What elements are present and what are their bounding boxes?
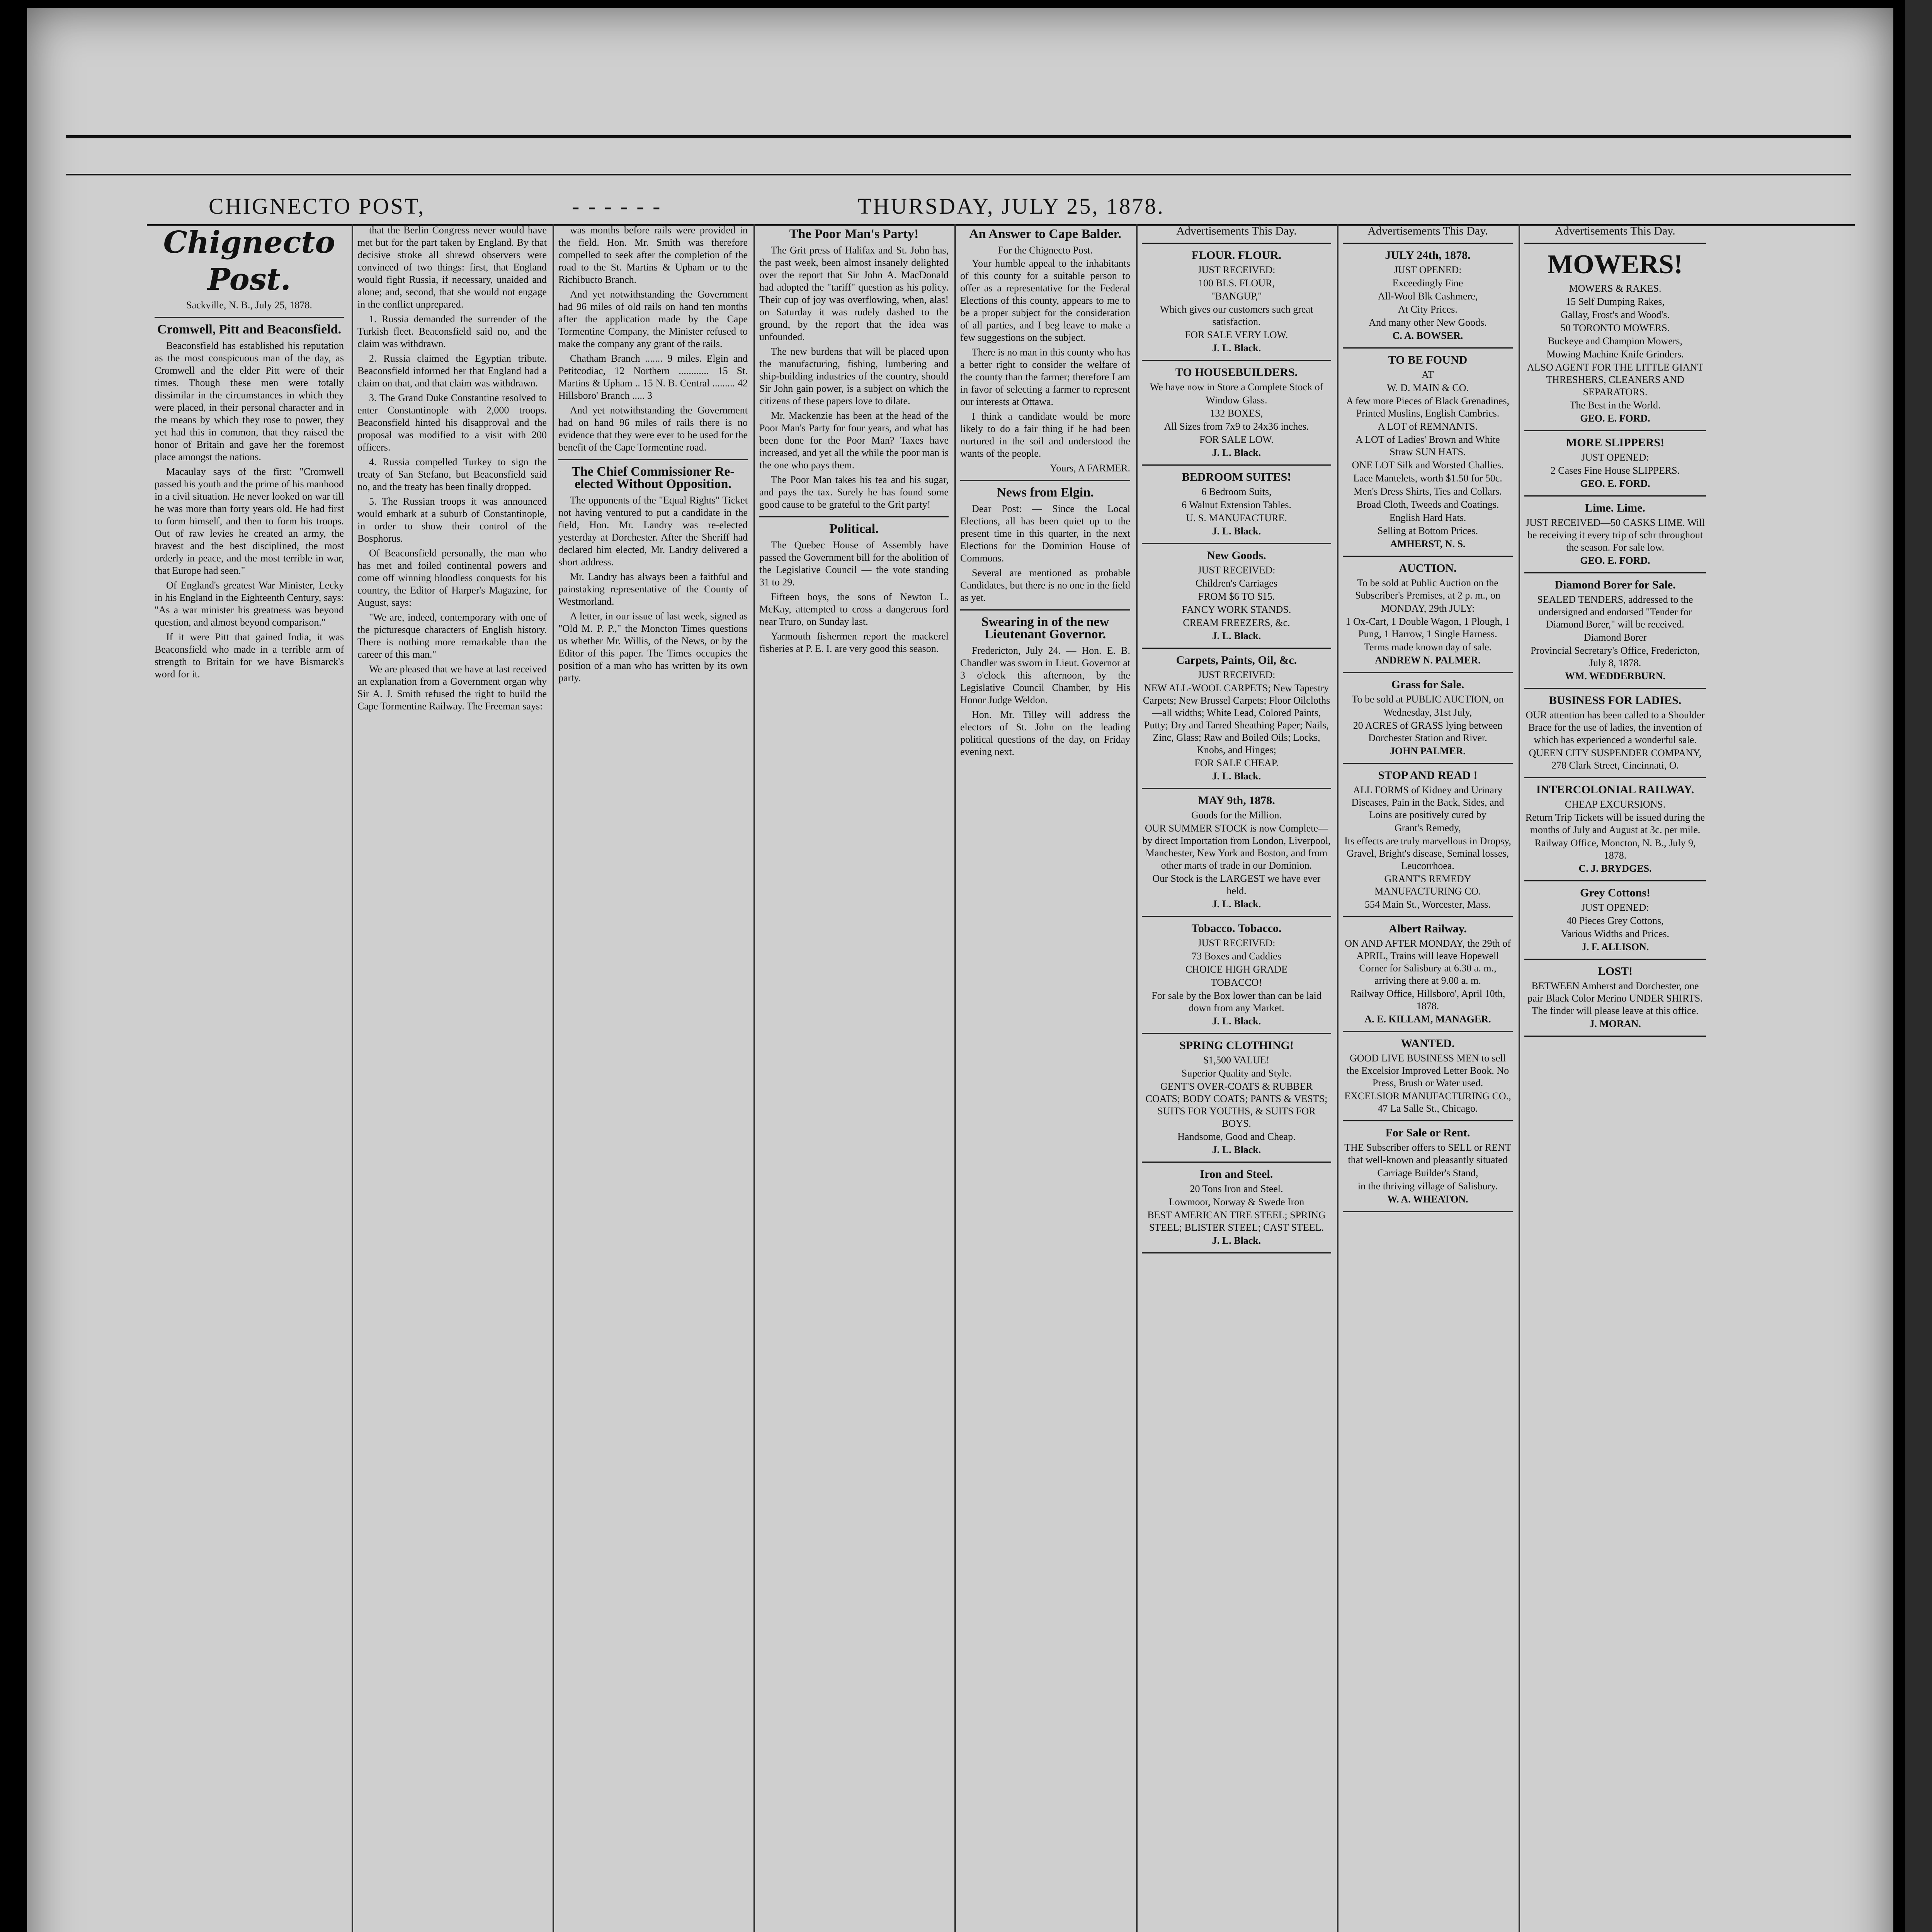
advertisement xyxy=(1142,1168,1331,1253)
advertisement xyxy=(1142,549,1331,649)
divider xyxy=(960,480,1130,481)
ad-signature: C. J. BRYDGES. xyxy=(1578,863,1652,874)
article-paragraph: 5. The Russian troops it was announced would embark at a suburb of Constantinople, in order to show their control of the Bosphorus. xyxy=(357,496,547,544)
ad-line: A LOT of REMNANTS. xyxy=(1378,421,1478,432)
advertisement xyxy=(1343,562,1513,673)
ad-line: Its effects are truly marvellous in Dropsy, Gravel, Bright's disease, Seminal losses, Leucorrhoea. xyxy=(1344,835,1511,871)
ad-line: All-Wool Blk Cashmere, xyxy=(1378,291,1478,302)
divider xyxy=(1142,916,1331,917)
ads-header: Advertisements This Day. xyxy=(1555,224,1675,237)
ad-line: Broad Cloth, Tweeds and Coatings. xyxy=(1356,499,1499,510)
byline: For the Chignecto Post. xyxy=(998,245,1093,256)
advertisement xyxy=(1343,354,1513,557)
ad-title: WANTED. xyxy=(1401,1037,1455,1050)
ad-line: JUST OPENED: xyxy=(1581,902,1649,913)
ad-signature: GEO. E. FORD. xyxy=(1580,478,1650,489)
ad-signature: J. L. Black. xyxy=(1212,447,1261,458)
ad-line: Children's Carriages xyxy=(1196,578,1277,589)
ad-line: FANCY WORK STANDS. xyxy=(1182,604,1291,615)
divider xyxy=(1524,777,1706,778)
ad-line: Our Stock is the LARGEST we have ever held. xyxy=(1152,873,1321,896)
ad-line: in the thriving village of Salisbury. xyxy=(1357,1180,1498,1192)
article-paragraph: Yarmouth fishermen report the mackerel fisheries at P. E. I. are very good this season. xyxy=(759,631,949,654)
ad-title: MOWERS! xyxy=(1548,250,1683,279)
ad-signature: GEO. E. FORD. xyxy=(1580,413,1650,424)
divider xyxy=(759,516,949,517)
ad-line: AT xyxy=(1422,369,1434,380)
divider xyxy=(1142,788,1331,789)
divider xyxy=(1142,360,1331,361)
railway-table: Chatham Branch ....... 9 miles. Elgin and Petitcodiac, 12 Northern ............ 15 St. Martins & Upham .. 15 N. B. Central ......... 42 Hillsboro' Branch ..... 3 xyxy=(558,353,748,401)
ad-title: MORE SLIPPERS! xyxy=(1566,436,1665,449)
advertisement xyxy=(1343,249,1513,349)
article-title: An Answer to Cape Balder. xyxy=(969,227,1121,241)
ad-line: U. S. MANUFACTURE. xyxy=(1186,512,1287,524)
ad-signature: J. MORAN. xyxy=(1589,1018,1641,1029)
ads-header: Advertisements This Day. xyxy=(1176,224,1297,237)
article-paragraph: Beaconsfield has established his reputation as the most conspicuous man of the day, as Cromwell and the elder Pitt were of their times. Though these men were totally dissimilar in the circumstances in which they were placed, in their personal character and in the means by which they rose to power, they yet had this in common, that they raised the honor of Britain and gave her the foremost place amongst the nations. xyxy=(155,340,344,463)
ad-signature: W. A. WHEATON. xyxy=(1387,1194,1468,1205)
ad-title: TO BE FOUND xyxy=(1388,354,1468,366)
ad-line: JUST RECEIVED: xyxy=(1197,565,1276,576)
column-7-ads xyxy=(1343,224,1513,1932)
column-rule xyxy=(753,224,755,1932)
ad-line: Railway Office, Hillsboro', April 10th, 1878. xyxy=(1350,988,1505,1012)
ad-line: THE Subscriber offers to SELL or RENT that well-known and pleasantly situated xyxy=(1344,1142,1511,1165)
advertisement xyxy=(1142,922,1331,1034)
ad-line: 6 Bedroom Suits, xyxy=(1201,486,1272,497)
ad-signature: A. E. KILLAM, MANAGER. xyxy=(1364,1014,1491,1025)
ad-line: JUST RECEIVED: xyxy=(1197,669,1276,680)
column-8-ads xyxy=(1524,224,1706,1932)
divider xyxy=(1524,688,1706,689)
ads-list xyxy=(1524,249,1706,1037)
ad-line: 132 BOXES, xyxy=(1210,408,1263,419)
article-title: Swearing in of the new Lieutenant Governor. xyxy=(981,615,1109,641)
ad-line: A LOT of Ladies' Brown and White Straw SUN HATS. xyxy=(1355,434,1500,457)
article-paragraph: Of England's greatest War Minister, Lecky in his England in the Eighteenth Century, says: "As a war minister his greatness was beyond question, and almost beyond comparison." xyxy=(155,580,344,628)
article-paragraph: Fredericton, July 24. — Hon. E. B. Chandler was sworn in Lieut. Governor at 3 o'clock this afternoon, by the Legislative Council Chamber, by His Honor Judge Weldon. xyxy=(960,645,1130,706)
advertisement xyxy=(1343,679,1513,764)
ad-line: CHOICE HIGH GRADE xyxy=(1185,964,1288,975)
column-5 xyxy=(960,224,1130,1932)
ad-line: 1 Ox-Cart, 1 Double Wagon, 1 Plough, 1 Pung, 1 Harrow, 1 Single Harness. xyxy=(1345,616,1510,639)
divider xyxy=(1142,1033,1331,1034)
divider xyxy=(558,459,748,460)
ad-line: Grant's Remedy, xyxy=(1395,822,1461,833)
article-paragraph: Macaulay says of the first: "Cromwell passed his youth and the prime of his manhood in a civil situation. He never looked on war till he was more than forty years old. He had first to form himself, and then to form his troops. Out of raw levies he created an army, the bravest and the best disciplined, the most orderly in peace, and the most terrible in war, that Europe had seen." xyxy=(155,466,344,576)
divider xyxy=(1343,1211,1513,1212)
ad-line: FOR SALE VERY LOW. xyxy=(1185,329,1288,340)
article-paragraph: I think a candidate would be more likely to do a fair thing if he had been nurtured in the soil and understood the wants of the people. xyxy=(960,411,1130,459)
column-1 xyxy=(155,224,344,1932)
ad-line: All Sizes from 7x9 to 24x36 inches. xyxy=(1164,421,1309,432)
article-paragraph: Your humble appeal to the inhabitants of this county for a suitable person to offer as a representative for the Federal Elections of this county, appears to me to be a proper subject for the consideration of all parties, and I beg leave to make a few suggestions on the subject. xyxy=(960,258,1130,343)
advertisement xyxy=(1142,366,1331,466)
ad-line: Carriage Builder's Stand, xyxy=(1377,1167,1478,1179)
divider xyxy=(1343,672,1513,673)
ad-line: Buckeye and Champion Mowers, xyxy=(1548,335,1683,347)
ad-signature: JOHN PALMER. xyxy=(1390,745,1466,757)
advertisement xyxy=(1524,694,1706,778)
divider xyxy=(1343,1120,1513,1121)
folio-line xyxy=(209,193,1716,224)
divider xyxy=(1142,1162,1331,1163)
ad-title: INTERCOLONIAL RAILWAY. xyxy=(1536,783,1694,796)
column-6-ads xyxy=(1142,224,1331,1932)
article-paragraph: The opponents of the "Equal Rights" Ticket not having ventured to put a candidate in the field, Hon. Mr. Landry was re-elected yesterday at Dorchester. After the Sheriff had declared him elected, Mr. Landry delivered a short address. xyxy=(558,495,748,568)
ad-title: TO HOUSEBUILDERS. xyxy=(1175,366,1298,379)
ad-line: Diamond Borer xyxy=(1583,632,1647,643)
ad-line: 20 ACRES of GRASS lying between Dorchester Station and River. xyxy=(1353,720,1503,743)
ad-line: BETWEEN Amherst and Dorchester, one pair Black Color Merino UNDER SHIRTS. The finder will please leave at this office. xyxy=(1527,980,1703,1016)
ad-line: English Hard Hats. xyxy=(1389,512,1466,523)
ad-line: Men's Dress Shirts, Ties and Collars. xyxy=(1354,486,1502,497)
divider xyxy=(1524,495,1706,497)
ad-line: Railway Office, Moncton, N. B., July 9, 1878. xyxy=(1534,837,1696,861)
ad-title: AUCTION. xyxy=(1399,562,1457,575)
column-rule xyxy=(1337,224,1338,1932)
divider xyxy=(1142,243,1331,244)
column-4 xyxy=(759,224,949,1932)
ad-line: Terms made known day of sale. xyxy=(1364,641,1492,653)
divider xyxy=(1142,648,1331,649)
ad-signature: WM. WEDDERBURN. xyxy=(1565,670,1666,682)
ad-line: Lowmoor, Norway & Swede Iron xyxy=(1168,1196,1304,1208)
advertisement xyxy=(1142,249,1331,361)
divider xyxy=(1524,430,1706,431)
ad-line: 73 Boxes and Caddies xyxy=(1192,951,1281,962)
ad-title: LOST! xyxy=(1597,965,1633,978)
ad-line: Various Widths and Prices. xyxy=(1561,928,1670,939)
ad-signature: C. A. BOWSER. xyxy=(1392,330,1463,341)
advertisement xyxy=(1343,1037,1513,1121)
ad-line: ALSO AGENT FOR THE LITTLE GIANT THRESHERS, CLEANERS AND SEPARATORS. xyxy=(1527,362,1704,398)
ad-title: Grass for Sale. xyxy=(1391,678,1464,691)
advertisement xyxy=(1524,784,1706,881)
article-paragraph: Mr. Landry has always been a faithful and painstaking representative of the County of Westmorland. xyxy=(558,571,748,607)
ad-title: Albert Railway. xyxy=(1389,922,1467,935)
ad-line: TOBACCO! xyxy=(1211,977,1262,988)
ad-signature: J. L. Black. xyxy=(1212,1235,1261,1246)
divider xyxy=(1524,1036,1706,1037)
advertisement xyxy=(1142,654,1331,789)
article-paragraph: Fifteen boys, the sons of Newton L. McKay, attempted to cross a dangerous ford near Truro, on Sunday last. xyxy=(759,591,949,627)
divider xyxy=(1343,243,1513,244)
divider xyxy=(1142,543,1331,544)
ad-signature: GEO. E. FORD. xyxy=(1580,555,1650,566)
article-paragraph: 4. Russia compelled Turkey to sign the treaty of San Stefano, but Beaconsfield said no, and the treaty has been finally dropped. xyxy=(357,456,547,492)
article-title: Cromwell, Pitt and Beaconsfield. xyxy=(157,322,342,337)
ad-title: SPRING CLOTHING! xyxy=(1179,1039,1294,1052)
ad-title: New Goods. xyxy=(1207,549,1266,562)
ad-line: JUST RECEIVED: xyxy=(1197,937,1276,949)
ad-title: Tobacco. Tobacco. xyxy=(1191,922,1282,935)
ad-line: FOR SALE CHEAP. xyxy=(1194,757,1279,769)
divider xyxy=(1524,243,1706,244)
article-paragraph: There is no man in this county who has a better right to consider the welfare of the county than the farmer; therefore I am in favor of selecting a farmer to represent our interests at Ottawa. xyxy=(960,347,1130,407)
article-paragraph: 2. Russia claimed the Egyptian tribute. Beaconsfield informed her that England had a claim on that, and that claim was withdrawn. xyxy=(357,353,547,389)
divider xyxy=(1524,880,1706,881)
article-title: News from Elgin. xyxy=(997,485,1094,500)
article-paragraph: Mr. Mackenzie has been at the head of the Poor Man's Party for four years, and what has been done for the Poor Man? Taxes have increased, and yet all the while the poor man is the one who pays them. xyxy=(759,410,949,471)
ad-line: For sale by the Box lower than can be laid down from any Market. xyxy=(1151,990,1321,1014)
ad-line: 40 Pieces Grey Cottons, xyxy=(1566,915,1664,926)
column-3 xyxy=(558,224,748,1932)
ad-line: "BANGUP," xyxy=(1211,291,1262,302)
column-rule xyxy=(1519,224,1520,1932)
ads-header: Advertisements This Day. xyxy=(1367,224,1488,237)
ad-line: 2 Cases Fine House SLIPPERS. xyxy=(1550,465,1680,476)
ad-line: JUST RECEIVED—50 CASKS LIME. Will be receiving it every trip of schr throughout the season. For sale low. xyxy=(1526,517,1705,553)
ad-title: MAY 9th, 1878. xyxy=(1198,794,1275,807)
dateline: Sackville, N. B., July 25, 1878. xyxy=(186,299,312,311)
ad-signature: J. L. Black. xyxy=(1212,1015,1261,1027)
ad-title: Iron and Steel. xyxy=(1200,1168,1273,1180)
article-title: The Chief Commissioner Re-elected Without Opposition. xyxy=(571,464,735,491)
ad-line: And many other New Goods. xyxy=(1369,317,1487,328)
article-paragraph: Several are mentioned as probable Candidates, but there is no one in the field as yet. xyxy=(960,567,1130,603)
divider xyxy=(1343,763,1513,764)
article-paragraph: "We are, indeed, contemporary with one of the picturesque characters of English history. There is nothing more remarkable than the career of this man." xyxy=(357,612,547,660)
ad-title: JULY 24th, 1878. xyxy=(1385,249,1471,262)
ad-line: JUST OPENED: xyxy=(1581,452,1649,463)
ad-line: OUR attention has been called to a Shoulder Brace for the use of ladies, the invention of which has experienced a wonderful sale. xyxy=(1526,709,1705,745)
ad-signature: J. L. Black. xyxy=(1212,898,1261,910)
ad-line: At City Prices. xyxy=(1398,304,1458,315)
advertisement xyxy=(1142,794,1331,917)
ad-line: CREAM FREEZERS, &c. xyxy=(1183,617,1290,628)
ad-line: W. D. MAIN & CO. xyxy=(1386,382,1469,393)
ad-signature: J. L. Black. xyxy=(1212,1144,1261,1155)
advertisement xyxy=(1524,887,1706,960)
article-paragraph: The Quebec House of Assembly have passed the Government bill for the abolition of the Legislative Council — the vote standing 31 to 29. xyxy=(759,539,949,588)
ad-signature: J. F. ALLISON. xyxy=(1581,941,1649,952)
ad-line: ON AND AFTER MONDAY, the 29th of APRIL, Trains will leave Hopewell Corner for Salisbury at 6.30 a. m., arriving there at 9.00 a. m. xyxy=(1345,938,1511,986)
advertisement xyxy=(1524,965,1706,1037)
ad-line: QUEEN CITY SUSPENDER COMPANY, 278 Clark Street, Cincinnati, O. xyxy=(1529,747,1702,771)
ad-line: To be sold at PUBLIC AUCTION, on xyxy=(1352,694,1504,705)
ad-line: MOWERS & RAKES. xyxy=(1569,283,1662,294)
article-paragraph: was months before rails were provided in the field. Hon. Mr. Smith was therefore compelled to seek after the completion of the road to the St. Martins & Upham or to the Richibucto Branch. xyxy=(558,224,748,285)
ad-line: $1,500 VALUE! xyxy=(1203,1054,1270,1066)
column-rule xyxy=(553,224,554,1932)
advertisement xyxy=(1524,579,1706,689)
advertisement xyxy=(1524,249,1706,431)
ad-signature: ANDREW N. PALMER. xyxy=(1375,655,1481,666)
advertisement xyxy=(1142,471,1331,544)
folio-dashes: - - - - - - xyxy=(572,194,662,219)
ad-line: 6 Walnut Extension Tables. xyxy=(1182,499,1291,510)
article-paragraph: that the Berlin Congress never would have met but for the part taken by England. By that decisive stroke all shrewd observers were convinced of two things: first, that England would fight Russia, if necessary, unaided and alone; and, second, that she would not engage in the conflict unprepared. xyxy=(357,224,547,310)
ad-line: Window Glass. xyxy=(1206,395,1267,406)
ad-title: STOP AND READ ! xyxy=(1378,769,1478,782)
ad-line: 554 Main St., Worcester, Mass. xyxy=(1365,899,1491,910)
ad-title: Lime. Lime. xyxy=(1585,502,1645,514)
ads-list xyxy=(1343,249,1513,1212)
ad-line: GENT'S OVER-COATS & RUBBER COATS; BODY COATS; PANTS & VESTS; SUITS FOR YOUTHS, & SUITS FOR BOYS. xyxy=(1145,1081,1328,1129)
article-paragraph: And yet notwithstanding the Government had on hand 96 miles of rails there is no evidence that they were ever to be used for the benefit of the Cape Tormentine road. xyxy=(558,405,748,453)
ad-title: For Sale or Rent. xyxy=(1385,1126,1470,1139)
ad-line: BEST AMERICAN TIRE STEEL; SPRING STEEL; BLISTER STEEL; CAST STEEL. xyxy=(1147,1209,1326,1233)
ad-line: CHEAP EXCURSIONS. xyxy=(1565,799,1666,810)
article-paragraph: 1. Russia demanded the surrender of the Turkish fleet. Beaconsfield said no, and the claim was withdrawn. xyxy=(357,313,547,349)
ad-line: JUST RECEIVED: xyxy=(1197,264,1276,276)
article-paragraph: A letter, in our issue of last week, signed as "Old M. P. P.," the Moncton Times questions us whether Mr. Willis, of the News, or by the Editor of this paper. The Times occupies the position of a man who has written by its own party. xyxy=(558,611,748,684)
article-paragraph: The Grit press of Halifax and St. John has, the past week, been almost insanely delighted over the report that Sir John A. MacDonald had adopted the "tariff" question as his policy. Their cup of joy was overflowing, when, alas! on Saturday it was rudely dashed to the ground, by the report that the idea was unfounded. xyxy=(759,245,949,342)
ad-line: A few more Pieces of Black Grenadines, Printed Muslins, English Cambrics. xyxy=(1346,395,1510,419)
ad-signature: J. L. Black. xyxy=(1212,630,1261,641)
column-rule xyxy=(1136,224,1138,1932)
ad-line: Selling at Bottom Prices. xyxy=(1378,525,1478,536)
ad-title: Grey Cottons! xyxy=(1580,886,1650,899)
article-paragraph: The new burdens that will be placed upon the manufacturing, fishing, lumbering and ship-building industries of the country, should Sir John gain power, is a subject on which the citizens of these papers love to dilate. xyxy=(759,346,949,406)
ad-line: NEW ALL-WOOL CARPETS; New Tapestry Carpets; New Brussel Carpets; Floor Oilcloths—all widths; White Lead, Colored Paints, Putty; Dry and Tarred Sheathing Paper; Nails, Zinc, Glass; Raw and Boiled Oils; Locks, Knobs, and Hinges; xyxy=(1143,682,1330,755)
divider xyxy=(960,609,1130,611)
ad-title: Diamond Borer for Sale. xyxy=(1554,578,1676,591)
ad-signature: AMHERST, N. S. xyxy=(1390,538,1466,549)
scanner-edge xyxy=(1905,0,1932,1932)
ad-line: Superior Quality and Style. xyxy=(1181,1068,1292,1079)
divider xyxy=(1142,464,1331,466)
divider xyxy=(1524,572,1706,573)
advertisement xyxy=(1524,437,1706,497)
advertisement xyxy=(1524,502,1706,573)
divider xyxy=(1343,556,1513,557)
ad-title: BEDROOM SUITES! xyxy=(1182,471,1291,483)
divider xyxy=(155,317,344,318)
ad-line: ONE LOT Silk and Worsted Challies. xyxy=(1352,459,1504,471)
ad-line: FROM $6 TO $15. xyxy=(1198,591,1275,602)
divider xyxy=(1524,959,1706,960)
ad-line: OUR SUMMER STOCK is now Complete—by direct Importation from London, Liverpool, Manchester, New York and Boston, and from other marts of trade in our Dominion. xyxy=(1142,823,1331,871)
ad-line: Wednesday, 31st July, xyxy=(1383,707,1472,718)
ad-line: Which gives our customers such great satisfaction. xyxy=(1160,304,1313,327)
ad-line: 50 TORONTO MOWERS. xyxy=(1560,322,1670,333)
ad-line: Exceedingly Fine xyxy=(1392,277,1463,289)
ad-line: Handsome, Good and Cheap. xyxy=(1177,1131,1296,1142)
ads-list xyxy=(1142,249,1331,1253)
ad-line: 15 Self Dumping Rakes, xyxy=(1566,296,1665,307)
ad-line: GOOD LIVE BUSINESS MEN to sell the Excelsior Improved Letter Book. No Press, Brush or Water used. xyxy=(1346,1053,1509,1088)
ad-line: SEALED TENDERS, addressed to the undersigned and endorsed "Tender for Diamond Borer," will be received. xyxy=(1537,594,1693,630)
ad-line: MONDAY, 29th JULY: xyxy=(1381,603,1475,614)
ad-line: GRANT'S REMEDY MANUFACTURING CO. xyxy=(1374,873,1481,897)
article-paragraph: If it were Pitt that gained India, it was Beaconsfield who made in a terrible arm of strength to Britain for we have Bismarck's word for it. xyxy=(155,631,344,680)
ad-signature: J. L. Black. xyxy=(1212,526,1261,537)
advertisement xyxy=(1142,1039,1331,1163)
ad-line: EXCELSIOR MANUFACTURING CO., 47 La Salle St., Chicago. xyxy=(1344,1090,1511,1114)
ad-line: Lace Mantelets, worth $1.50 for 50c. xyxy=(1353,473,1502,484)
ad-line: Goods for the Million. xyxy=(1191,810,1282,821)
article-paragraph: And yet notwithstanding the Government had 96 miles of old rails on hand ten months after the application made by the Cape Tormentine Company, the Minister refused to make the company any grant of the rails. xyxy=(558,289,748,349)
article-paragraph: Dear Post: — Since the Local Elections, all has been quiet up to the present time in this quarter, in the next Elections for the Dominion House of Commons. xyxy=(960,503,1130,564)
ad-line: The Best in the World. xyxy=(1570,400,1661,411)
signature: Yours, A FARMER. xyxy=(1050,463,1130,474)
ad-line: JUST OPENED: xyxy=(1394,264,1462,276)
ad-title: BUSINESS FOR LADIES. xyxy=(1549,694,1682,707)
ad-line: Gallay, Frost's and Wood's. xyxy=(1561,309,1670,320)
article-title: Political. xyxy=(829,522,879,536)
issue-date: THURSDAY, JULY 25, 1878. xyxy=(858,194,1165,219)
article-paragraph: Of Beaconsfield personally, the man who has met and foiled continental powers and come off winning bloodless conquests for his country, the Editor of Harper's Magazine, for August, says: xyxy=(357,548,547,608)
divider xyxy=(1142,1252,1331,1253)
advertisement xyxy=(1343,769,1513,917)
top-border-rule xyxy=(66,135,1851,138)
ad-title: FLOUR. FLOUR. xyxy=(1191,249,1282,262)
article-title: The Poor Man's Party! xyxy=(789,227,919,241)
column-2 xyxy=(357,224,547,1932)
article-paragraph: We are pleased that we have at last received an explanation from a Government organ why Sir A. J. Smith refused the right to build the Cape Tormentine Railway. The Freeman says: xyxy=(357,663,547,712)
divider xyxy=(1343,347,1513,349)
advertisement xyxy=(1343,1127,1513,1212)
article-paragraph: 3. The Grand Duke Constantine resolved to enter Constantinople with 2,000 troops. Beaconsfield hinted his disapproval and the proposal was modified to a visit with 200 officers. xyxy=(357,392,547,453)
ad-line: ALL FORMS of Kidney and Urinary Diseases, Pain in the Back, Sides, and Loins are positively cured by xyxy=(1351,784,1504,820)
ad-line: 20 Tons Iron and Steel. xyxy=(1190,1183,1283,1194)
divider xyxy=(1343,1031,1513,1032)
column-rule xyxy=(352,224,353,1932)
paper-name: CHIGNECTO POST, xyxy=(209,194,425,219)
advertisement xyxy=(1343,923,1513,1032)
column-rule xyxy=(954,224,956,1932)
divider xyxy=(1343,916,1513,917)
article-paragraph: Hon. Mr. Tilley will address the electors of St. John on the leading political questions of the day, on Friday evening next. xyxy=(960,709,1130,757)
ad-line: We have now in Store a Complete Stock of xyxy=(1150,381,1323,393)
ad-title: Carpets, Paints, Oil, &c. xyxy=(1176,654,1297,667)
ad-line: Provincial Secretary's Office, Fredericton, July 8, 1878. xyxy=(1530,645,1700,668)
header-rule xyxy=(66,174,1851,175)
ad-line: 100 BLS. FLOUR, xyxy=(1198,277,1275,289)
ad-line: To be sold at Public Auction on the Subscriber's Premises, at 2 p. m., on xyxy=(1355,577,1500,601)
ad-signature: J. L. Black. xyxy=(1212,342,1261,354)
masthead: Chignecto Post. xyxy=(163,225,335,297)
ad-line: Return Trip Tickets will be issued during the months of July and August at 3c. per mile. xyxy=(1525,812,1705,835)
ad-signature: J. L. Black. xyxy=(1212,770,1261,782)
ad-line: FOR SALE LOW. xyxy=(1199,434,1274,445)
article-paragraph: The Poor Man takes his tea and his sugar, and pays the tax. Surely he has found some good cause to be grateful to the Grit party! xyxy=(759,474,949,510)
ad-line: Mowing Machine Knife Grinders. xyxy=(1546,349,1684,360)
